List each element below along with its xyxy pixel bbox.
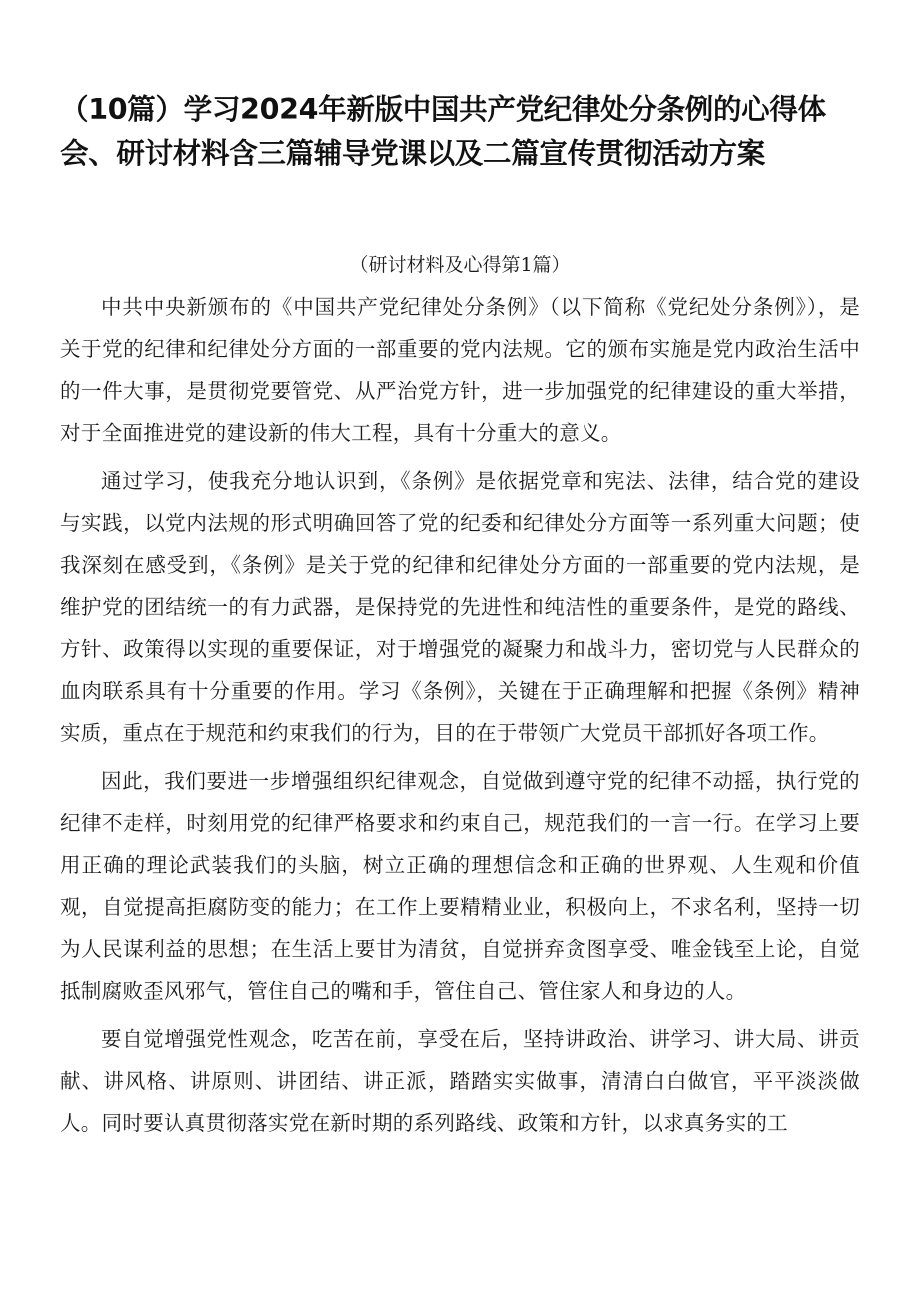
document-body — [60, 286, 860, 1144]
paragraph-2: 通过学习，使我充分地认识到，《条例》是依据党章和宪法、法律，结合党的建设与实践，以党内法规的形式明确回答了党的纪委和纪律处分方面等一系列重大问题；使我深刻在感受到，《条例》是关于党的纪律和纪律处分方面的一部重要的党内法规，是维护党的团结统一的有力武器，是保持党的先进性和纯洁性的重要条件，是党的路线、方针、政策得以实现的重要保证，对于增强党的凝聚力和战斗力，密切党与人民群众的血肉联系具有十分重要的作用。学习《条例》，关键在于正确理解和把握《条例》精神实质，重点在于规范和约束我们的行为，目的在于带领广大党员干部抓好各项工作。 — [60, 469, 860, 745]
document-title: （10篇）学习2024年新版中国共产党纪律处分条例的心得体会、研讨材料含三篇辅导党课以及二篇宣传贯彻活动方案 — [60, 93, 826, 170]
section-heading: （研讨材料及心得第1篇） — [349, 254, 571, 276]
paragraph-1: 中共中央新颁布的《中国共产党纪律处分条例》（以下简称《党纪处分条例》），是关于党的纪律和纪律处分方面的一部重要的党内法规。它的颁布实施是党内政治生活中的一件大事，是贯彻党要管党、从严治党方针，进一步加强党的纪律建设的重大举措，对于全面推进党的建设新的伟大工程，具有十分重大的意义。 — [60, 295, 860, 445]
paragraph-4: 要自觉增强党性观念，吃苦在前，享受在后，坚持讲政治、讲学习、讲大局、讲贡献、讲风格、讲原则、讲团结、讲正派，踏踏实实做事，清清白白做官，平平淡淡做人。同时要认真贯彻落实党在新时期的系列路线、政策和方针，以求真务实的工 — [60, 1027, 860, 1135]
paragraph-3: 因此，我们要进一步增强组织纪律观念，自觉做到遵守党的纪律不动摇，执行党的纪律不走样，时刻用党的纪律严格要求和约束自己，规范我们的一言一行。在学习上要用正确的理论武装我们的头脑，树立正确的理想信念和正确的世界观、人生观和价值观，自觉提高拒腐防变的能力；在工作上要精精业业，积极向上，不求名利，坚持一切为人民谋利益的思想；在生活上要甘为清贫，自觉拼弃贪图享受、唯金钱至上论，自觉抵制腐败歪风邪气，管住自己的嘴和手，管住自己、管住家人和身边的人。 — [60, 769, 860, 1003]
